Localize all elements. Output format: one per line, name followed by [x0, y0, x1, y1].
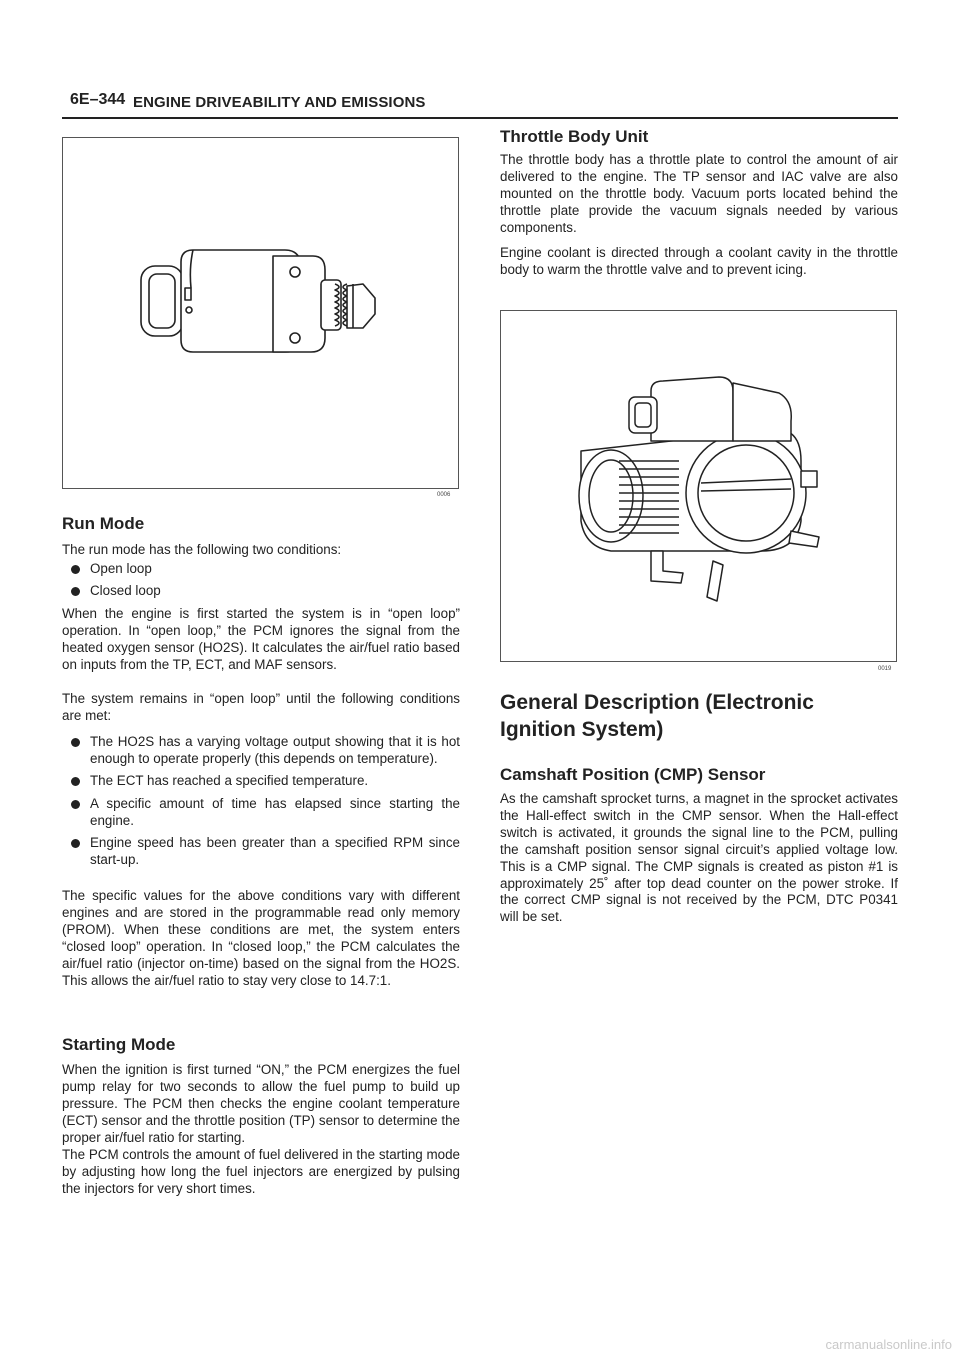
bullet-icon	[71, 839, 80, 848]
iac-valve-illustration	[63, 138, 458, 488]
starting-mode-paragraph-1: When the ignition is first turned “ON,” the PCM energizes the fuel pump relay for two seconds to allow the fuel pump to build up pressure. The PCM then checks the engine coolant temperature (ECT) sensor and the throttle position (TP) sensor to determine the proper air/fuel ratio for starting.	[62, 1062, 460, 1145]
bullet-icon	[71, 587, 80, 596]
list-item: Closed loop	[62, 583, 460, 600]
run-mode-paragraph-2: The system remains in “open loop” until the following conditions are met:	[62, 691, 460, 723]
throttle-body-illustration	[501, 311, 896, 661]
figure-2-caption: 0019	[878, 666, 892, 672]
general-description-heading: General Description (Electronic Ignition System)	[500, 691, 814, 741]
throttle-body-paragraph-1: The throttle body has a throttle plate to control the amount of air delivered to the engine. The TP sensor and IAC valve are also mounted on the throttle body. Vacuum ports located behind the throttle plate provide the vacuum signals needed by various components.	[500, 152, 898, 235]
footer-watermark: carmanualsonline.info	[825, 1337, 952, 1352]
iac-valve-figure	[62, 137, 459, 489]
cmp-sensor-paragraph: As the camshaft sprocket turns, a magnet in the sprocket activates the Hall-effect switch in the CMP sensor. When the Hall-effect switch is activated, it grounds the signal line to the PCM, pulling the camshaft position sensor signal circuit’s applied voltage low. This is a CMP signal. The CMP signals is created as piston #1 is approximately 25˚ after top dead counter on the power stroke. If the correct CMP signal is not received by the PCM, DTC P0341 will be set.	[500, 791, 898, 925]
run-mode-paragraph-3: The specific values for the above conditions vary with different engines and are stored in the programmable read only memory (PROM). When these conditions are met, the system enters “closed loop” operation. In “closed loop,” the PCM calculates the air/fuel ratio (injector on-time) based on the signal from the HO2S. This allows the air/fuel ratio to stay very close to 14.7:1.	[62, 888, 460, 988]
bullet-icon	[71, 800, 80, 809]
run-mode-intro: The run mode has the following two conditions:	[62, 542, 342, 557]
run-mode-conditions-list	[62, 561, 460, 606]
header-rule	[62, 117, 898, 119]
bullet-icon	[71, 565, 80, 574]
page-header-title: ENGINE DRIVEABILITY AND EMISSIONS	[133, 94, 426, 111]
throttle-body-heading: Throttle Body Unit	[500, 127, 649, 146]
bullet-icon	[71, 777, 80, 786]
throttle-body-figure	[500, 310, 897, 662]
page-number: 6E–344	[70, 91, 126, 108]
list-item: The HO2S has a varying voltage output showing that it is hot enough to operate properly (this depends on temperature).	[62, 734, 460, 768]
run-mode-heading: Run Mode	[62, 514, 145, 533]
starting-mode-heading: Starting Mode	[62, 1035, 176, 1054]
bullet-icon	[71, 738, 80, 747]
cmp-sensor-heading: Camshaft Position (CMP) Sensor	[500, 765, 766, 784]
open-loop-conditions-list	[62, 734, 460, 874]
figure-1-caption: 0006	[437, 492, 451, 498]
throttle-body-paragraph-2: Engine coolant is directed through a coolant cavity in the throttle body to warm the throttle valve and to prevent icing.	[500, 245, 898, 277]
run-mode-paragraph-1: When the engine is first started the system is in “open loop” operation. In “open loop,” the PCM ignores the signal from the heated oxygen sensor (HO2S). It calculates the air/fuel ratio based on inputs from the TP, ECT, and MAF sensors.	[62, 606, 460, 672]
list-item: Engine speed has been greater than a specified RPM since start-up.	[62, 835, 460, 869]
list-item: Open loop	[62, 561, 460, 578]
list-item: The ECT has reached a specified temperature.	[62, 773, 460, 790]
list-item: A specific amount of time has elapsed since starting the engine.	[62, 796, 460, 830]
starting-mode-paragraph-2: The PCM controls the amount of fuel delivered in the starting mode by adjusting how long the fuel injectors are energized by pulsing the injectors for very short times.	[62, 1147, 460, 1196]
